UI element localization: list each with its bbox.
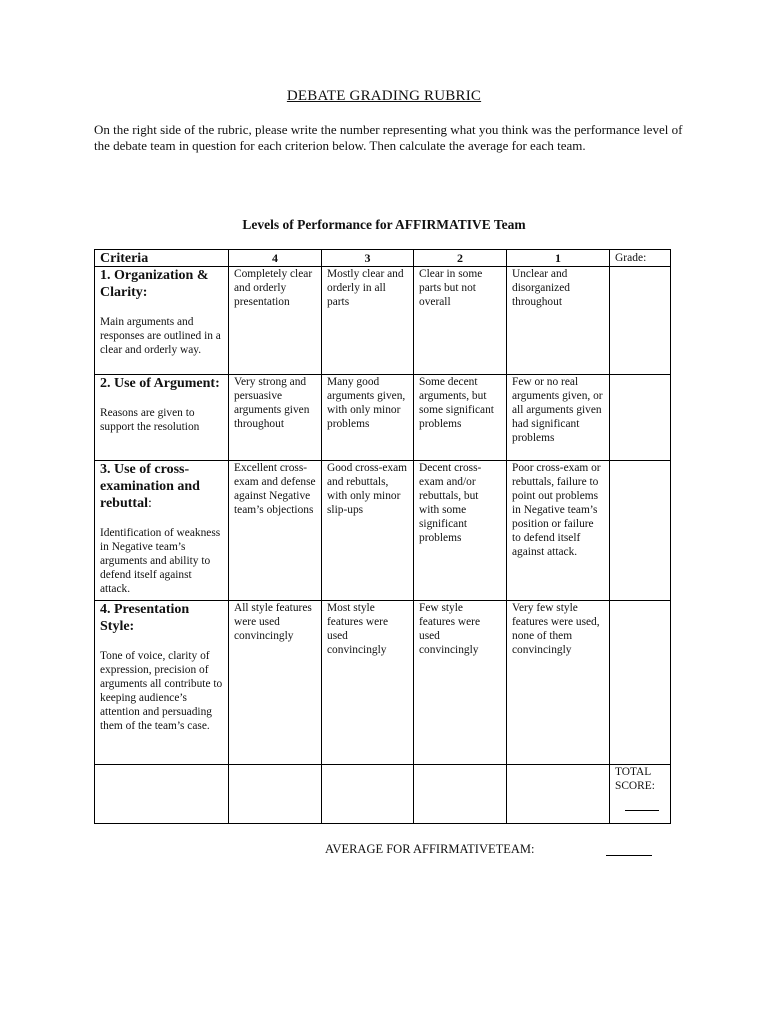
grade-cell[interactable]	[610, 601, 671, 765]
blank-cell	[95, 765, 229, 824]
average-blank-line[interactable]	[606, 843, 652, 856]
grade-cell[interactable]	[610, 375, 671, 461]
criterion-description: Identification of weakness in Negative team’s arguments and ability to defend itself against attack.	[100, 527, 221, 595]
criterion-cell	[95, 601, 229, 765]
level-3-descriptor: Many good arguments given, with only minor problems	[322, 375, 414, 461]
grade-cell[interactable]	[610, 267, 671, 375]
level-2-descriptor: Some decent arguments, but some significant problems	[414, 375, 507, 461]
level-2-header: 2	[414, 250, 507, 267]
blank-cell	[322, 765, 414, 824]
level-4-descriptor: All style features were used convincingly	[229, 601, 322, 765]
criterion-title: 2. Use of Argument:	[100, 376, 220, 391]
criterion-row-cross-examination	[95, 461, 671, 601]
rubric-table	[94, 249, 671, 824]
blank-cell	[229, 765, 322, 824]
criterion-description: Tone of voice, clarity of expression, precision of arguments all contribute to keeping audience’s attention and persuading them of the team’s case.	[100, 650, 223, 732]
table-heading: Levels of Performance for AFFIRMATIVE Team	[242, 217, 526, 232]
level-3-header: 3	[322, 250, 414, 267]
grade-header: Grade:	[610, 250, 671, 267]
document-title: DEBATE GRADING RUBRIC	[286, 88, 482, 104]
total-row	[95, 765, 671, 824]
level-4-descriptor: Excellent cross-exam and defense against Negative team’s objections	[229, 461, 322, 601]
instructions-paragraph: On the right side of the rubric, please write the number representing what you think was the performance level of the debate team in question for each criterion below. Then calculate the average for each team.	[94, 122, 683, 153]
blank-cell	[507, 765, 610, 824]
level-3-descriptor: Good cross-exam and rebuttals, with only minor slip-ups	[322, 461, 414, 601]
level-3-descriptor: Most style features were used convincingly	[322, 601, 414, 765]
criterion-title-text: 3. Use of cross-examination and rebuttal	[100, 462, 200, 511]
level-1-descriptor: Very few style features were used, none of them convincingly	[507, 601, 610, 765]
criterion-title-colon: :	[147, 496, 152, 511]
level-4-header: 4	[229, 250, 322, 267]
level-4-descriptor: Very strong and persuasive arguments given throughout	[229, 375, 322, 461]
level-2-descriptor: Few style features were used convincingly	[414, 601, 507, 765]
average-label: AVERAGE FOR AFFIRMATIVETEAM:	[325, 842, 535, 856]
level-2-descriptor: Decent cross-exam and/or rebuttals, but with some significant problems	[414, 461, 507, 601]
criterion-title	[100, 461, 223, 512]
criterion-title: 1. Organization & Clarity:	[100, 268, 209, 300]
criterion-title: 4. Presentation Style:	[100, 602, 190, 634]
criteria-header: Criteria	[95, 250, 229, 267]
criterion-row-organization	[95, 267, 671, 375]
total-score-cell[interactable]	[610, 765, 671, 824]
level-2-descriptor: Clear in some parts but not overall	[414, 267, 507, 375]
blank-cell	[414, 765, 507, 824]
level-1-descriptor: Poor cross-exam or rebuttals, failure to point out problems in Negative team’s position or failure to defend itself against attack.	[507, 461, 610, 601]
criterion-cell	[95, 375, 229, 461]
criterion-description: Main arguments and responses are outlined in a clear and orderly way.	[100, 316, 221, 356]
criterion-row-presentation	[95, 601, 671, 765]
criterion-cell	[95, 267, 229, 375]
criterion-description: Reasons are given to support the resolution	[100, 407, 200, 433]
grade-cell[interactable]	[610, 461, 671, 601]
total-score-blank-line	[625, 809, 659, 811]
criterion-row-argument	[95, 375, 671, 461]
level-1-descriptor: Unclear and disorganized throughout	[507, 267, 610, 375]
level-1-header: 1	[507, 250, 610, 267]
level-4-descriptor: Completely clear and orderly presentation	[229, 267, 322, 375]
header-row	[95, 250, 671, 267]
total-score-label: TOTAL SCORE:	[615, 766, 655, 792]
criterion-cell	[95, 461, 229, 601]
level-3-descriptor: Mostly clear and orderly in all parts	[322, 267, 414, 375]
level-1-descriptor: Few or no real arguments given, or all arguments given had significant problems	[507, 375, 610, 461]
